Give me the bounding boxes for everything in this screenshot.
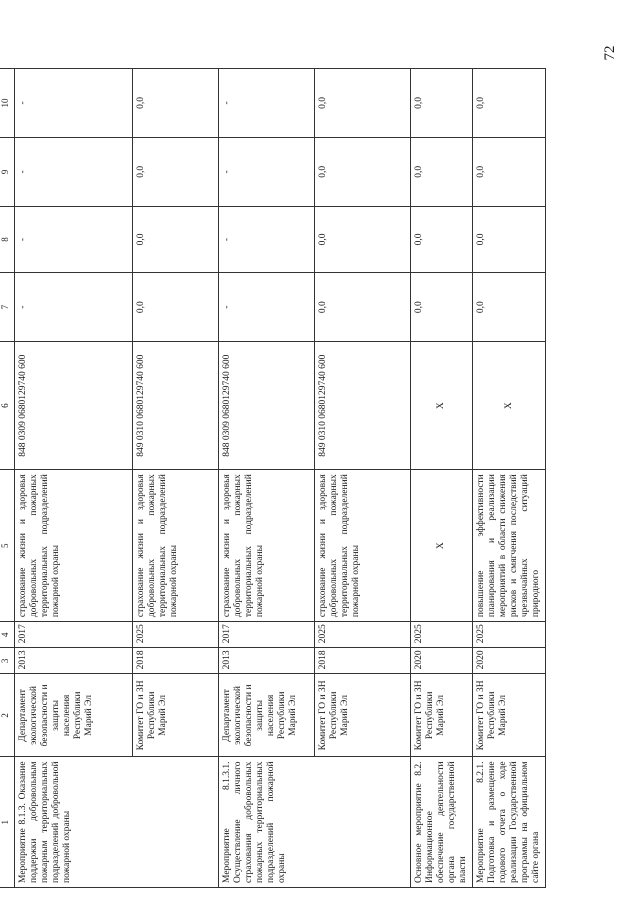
- table-row: [219, 69, 315, 888]
- executor-cell: Департамент экологической безопасности и защиты населения Республики Марий Эл: [15, 674, 133, 757]
- activity-name-cell: Мероприятие 8.1.3.1. Осуществление личного страхования добровольных пожарных территориальных подразделений пожарной охраны: [219, 757, 411, 888]
- executor-cell: Комитет ГО и ЗН Республики Марий Эл: [315, 674, 411, 757]
- executor-cell: Комитет ГО и ЗН Республики Марий Эл: [411, 674, 473, 757]
- activity-name-cell: Мероприятие 8.1.3. Оказание поддержки добровольным пожарным территориальных подразделений добровольной пожарной охраны: [15, 757, 219, 888]
- result-cell: страхование жизни и здоровья добровольных пожарных территориальных подразделений пожарной охраны: [315, 470, 411, 622]
- value-cell: 0,0: [411, 206, 473, 272]
- header-col-1: 1: [0, 757, 15, 888]
- budget-code-cell: 849 0310 0680129740 600: [133, 342, 219, 470]
- table-row: [411, 69, 473, 888]
- budget-code-cell: X: [473, 342, 546, 470]
- value-cell: -: [219, 69, 315, 138]
- value-cell: 0,0: [411, 137, 473, 206]
- executor-cell: Комитет ГО и ЗН Республики Марий Эл: [133, 674, 219, 757]
- header-col-2: 2: [0, 674, 15, 757]
- header-col-9: 9: [0, 137, 15, 206]
- program-activities-table: [0, 68, 546, 888]
- value-cell: -: [15, 69, 133, 138]
- start-year-cell: 2018: [315, 648, 411, 674]
- value-cell: -: [15, 273, 133, 342]
- result-cell: страхование жизни и здоровья добровольных пожарных территориальных подразделений пожарной охраны: [15, 470, 133, 622]
- value-cell: 0,0: [315, 273, 411, 342]
- end-year-cell: 2025: [411, 622, 473, 648]
- value-cell: 0,0: [411, 69, 473, 138]
- value-cell: 0,0: [133, 137, 219, 206]
- start-year-cell: 2020: [411, 648, 473, 674]
- value-cell: -: [15, 137, 133, 206]
- result-cell: X: [411, 470, 473, 622]
- value-cell: -: [15, 206, 133, 272]
- end-year-cell: 2025: [473, 622, 546, 648]
- table-row: [473, 69, 546, 888]
- end-year-cell: 2025: [315, 622, 411, 648]
- budget-code-cell: 848 0309 0680129740 600: [15, 342, 133, 470]
- value-cell: 0,0: [411, 273, 473, 342]
- value-cell: 0,0: [315, 69, 411, 138]
- value-cell: 0,0: [473, 273, 546, 342]
- budget-code-cell: 848 0309 0680129740 600: [219, 342, 315, 470]
- activity-name-cell: Основное мероприятие 8.2. Информационное обеспечение деятельности органа государственной власти: [411, 757, 473, 888]
- value-cell: 0,0: [315, 206, 411, 272]
- budget-code-cell: 849 0310 0680129740 600: [315, 342, 411, 470]
- header-col-10: 10: [0, 69, 15, 138]
- value-cell: 0,0: [473, 137, 546, 206]
- header-col-6: 6: [0, 342, 15, 470]
- value-cell: 0,0: [133, 69, 219, 138]
- value-cell: -: [219, 137, 315, 206]
- end-year-cell: 2017: [219, 622, 315, 648]
- rotated-table-container: [0, 68, 542, 888]
- value-cell: 0,0: [315, 137, 411, 206]
- start-year-cell: 2018: [133, 648, 219, 674]
- page-number: 72: [602, 45, 618, 61]
- start-year-cell: 2020: [473, 648, 546, 674]
- value-cell: 0,0: [473, 206, 546, 272]
- start-year-cell: 2013: [15, 648, 133, 674]
- header-row: [0, 69, 15, 888]
- result-cell: повышение эффективности планирования и реализации мероприятий в области снижения рисков и смягчения последствий чрезвычайных ситуаций природного: [473, 470, 546, 622]
- table-row: [15, 69, 133, 888]
- result-cell: страхование жизни и здоровья добровольных пожарных территориальных подразделений пожарной охраны: [133, 470, 219, 622]
- value-cell: -: [219, 273, 315, 342]
- header-col-7: 7: [0, 273, 15, 342]
- header-col-5: 5: [0, 470, 15, 622]
- activity-name-cell: Мероприятие 8.2.1. Подготовка и размещение годового отчета о ходе реализации Государственной программы на официальном сайте органа: [473, 757, 546, 888]
- header-col-3: 3: [0, 648, 15, 674]
- value-cell: 0,0: [133, 273, 219, 342]
- start-year-cell: 2013: [219, 648, 315, 674]
- end-year-cell: 2025: [133, 622, 219, 648]
- budget-code-cell: X: [411, 342, 473, 470]
- value-cell: 0,0: [473, 69, 546, 138]
- value-cell: 0,0: [133, 206, 219, 272]
- result-cell: страхование жизни и здоровья добровольных пожарных территориальных подразделений пожарной охраны: [219, 470, 315, 622]
- executor-cell: Департамент экологической безопасности и защиты населения Республики Марий Эл: [219, 674, 315, 757]
- end-year-cell: 2017: [15, 622, 133, 648]
- header-col-8: 8: [0, 206, 15, 272]
- header-col-4: 4: [0, 622, 15, 648]
- value-cell: -: [219, 206, 315, 272]
- executor-cell: Комитет ГО и ЗН Республики Марий Эл: [473, 674, 546, 757]
